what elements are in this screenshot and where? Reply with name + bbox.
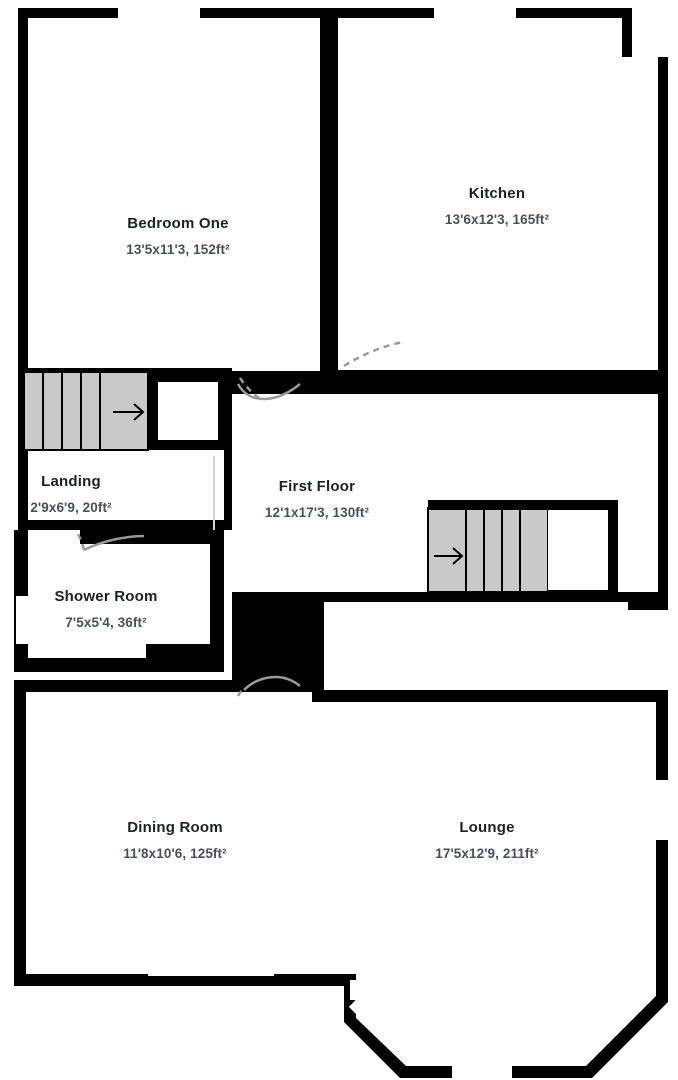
room-dimensions: 11'8x10'6, 125ft²	[123, 846, 227, 861]
room-label-landing	[30, 473, 111, 515]
bedroom-one-interior	[28, 18, 320, 371]
room-label-lounge	[435, 819, 538, 861]
landing-stair-void	[158, 382, 218, 440]
wall-ff-stair-bottom	[548, 590, 618, 600]
lower-floor-outline	[14, 680, 670, 1078]
wall-landing-stair-top	[148, 372, 228, 382]
room-dimensions: 12'1x17'3, 130ft²	[264, 505, 370, 520]
window-bay-bottom	[452, 1064, 512, 1078]
room-dimensions: 2'9x6'9, 20ft²	[30, 500, 112, 515]
wall-bedroom-kitchen	[320, 8, 338, 384]
first-floor-staircase	[428, 500, 618, 600]
wall-landing-stair-left	[148, 372, 158, 450]
window-shower-room	[16, 596, 28, 644]
room-name: Kitchen	[468, 185, 526, 202]
room-label-shower-room	[54, 588, 157, 630]
ff-stair-void	[548, 510, 608, 590]
room-dimensions: 13'6x12'3, 165ft²	[444, 212, 550, 227]
room-name: Bedroom One	[127, 215, 229, 232]
room-label-first-floor	[265, 478, 369, 520]
room-name: Dining Room	[127, 819, 223, 836]
shower-room-fixture	[146, 644, 210, 658]
room-label-bedroom-one	[126, 215, 229, 257]
window-bedroom-top	[118, 6, 200, 20]
room-dimensions: 7'5x5'4, 36ft²	[65, 615, 147, 630]
room-dimensions: 13'5x11'3, 152ft²	[126, 242, 230, 257]
room-name: First Floor	[278, 478, 356, 495]
room-dimensions: 17'5x12'9, 211ft²	[435, 846, 539, 861]
room-name: Landing	[41, 473, 101, 490]
room-name: Shower Room	[54, 588, 158, 605]
window-dining-bottom	[148, 962, 274, 976]
room-name: Lounge	[459, 819, 515, 836]
wall-ff-stair-top	[428, 500, 618, 510]
window-lounge-right	[656, 780, 670, 840]
wall-ff-stair-right	[608, 500, 618, 598]
room-label-kitchen	[445, 185, 549, 227]
landing-staircase	[24, 372, 148, 450]
wall-landing-stair-right	[218, 372, 232, 450]
shower-room-door-gap	[28, 530, 80, 544]
wall-landing-stair-bottom	[148, 440, 228, 450]
window-kitchen-top	[434, 6, 516, 20]
first-floor-stair-body	[428, 508, 548, 592]
kitchen-interior-top	[336, 18, 622, 57]
room-label-dining-room	[123, 819, 226, 861]
